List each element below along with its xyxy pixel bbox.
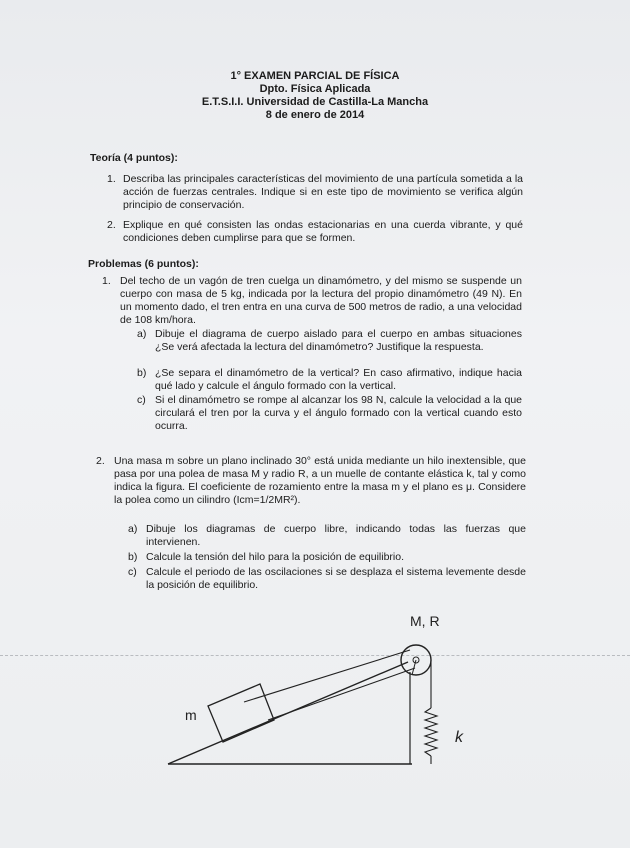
problem-2-text: Una masa m sobre un plano inclinado 30° está unida mediante un hilo inextensible, que pasa por una polea de masa M y radio R, a un muelle de contante elástica k, tal y como indica la figura. El coeficiente de rozamiento entre la masa m y el plano es μ. Considere la polea como un cilindro (Icm=1/2MR²). [114,455,526,506]
teoria-question-1-number: 1. [107,173,116,185]
mass-label: m [185,707,197,723]
teoria-question-1-text: Describa las principales características del movimiento de una partícula sometida a la acción de fuerzas centrales. Indique si en este tipo de movimiento se verifica algún principio de conservación. [123,173,523,211]
university: E.T.S.I.I. Universidad de Castilla-La Mancha [201,96,429,108]
spring [425,708,437,756]
exam-date: 8 de enero de 2014 [265,109,365,121]
problem-1-text: Del techo de un vagón de tren cuelga un dinamómetro, y del mismo se suspende un cuerpo con masa de 5 kg, indicada por la lectura del propio dinamómetro (49 N). En un momento dado, el tren entra en una curva de 500 metros de radio, a una velocidad de 108 km/hora. [120,275,522,326]
problem-1-number: 1. [102,275,111,287]
problemas-title: Problemas (6 puntos): [88,258,199,270]
problem-2c-text: Calcule el periodo de las oscilaciones si se desplaza el sistema levemente desde la posición de equilibrio. [146,566,526,591]
problem-2b-label: b) [128,551,138,563]
problem-1c-text: Si el dinamómetro se rompe al alcanzar los 98 N, calcule la velocidad a la que circulará el tren por la curva y el ángulo formado con la vertical cuando esto ocurra. [155,394,522,432]
problem-2a-label: a) [128,523,138,535]
problem-1b-label: b) [137,367,147,379]
string-upper [244,650,410,702]
string-lower [268,668,415,720]
problem-1a-text: Dibuje el diagrama de cuerpo aislado para el cuerpo en ambas situaciones ¿Se verá afectada la lectura del dinamómetro? Justifique la respuesta. [155,328,522,353]
department: Dpto. Física Aplicada [259,83,371,95]
problem-2-number: 2. [96,455,105,467]
teoria-title: Teoría (4 puntos): [90,152,178,164]
problem-1c-label: c) [137,394,146,406]
exam-title: 1° EXAMEN PARCIAL DE FÍSICA [230,70,400,82]
pulley-label: M, R [410,613,440,629]
problem-1a-label: a) [137,328,147,340]
teoria-question-2-number: 2. [107,219,116,231]
problem-2b-text: Calcule la tensión del hilo para la posición de equilibrio. [146,551,404,563]
spring-label: k [455,729,463,746]
teoria-question-2-text: Explique en qué consisten las ondas estacionarias en una cuerda vibrante, y qué condiciones deben cumplirse para que se formen. [123,219,523,244]
problem-2c-label: c) [128,566,137,578]
problem-1b-text: ¿Se separa el dinamómetro de la vertical? En caso afirmativo, indique hacia qué lado y calcule el ángulo formado con la vertical. [155,367,522,392]
problem-2a-text: Dibuje los diagramas de cuerpo libre, indicando todas las fuerzas que intervienen. [146,523,526,548]
